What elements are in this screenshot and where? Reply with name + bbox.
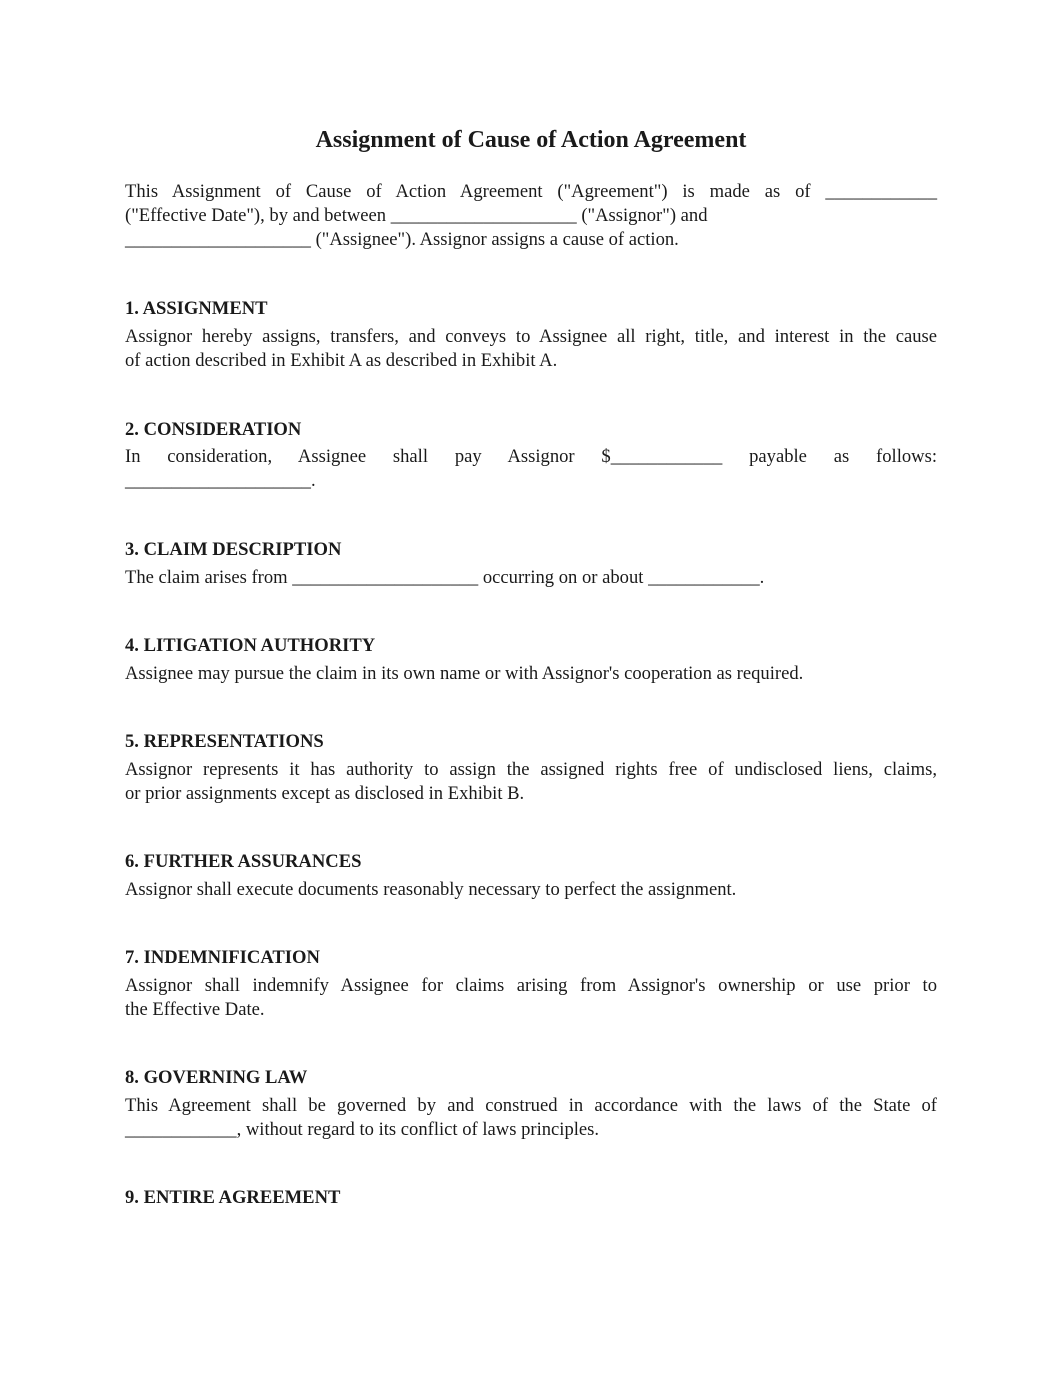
section-heading-indemnification: 7. INDEMNIFICATION [125,947,320,968]
section-line: of action described in Exhibit A as described in Exhibit A. [125,350,558,372]
section-line: Assignor shall execute documents reasonably necessary to perfect the assignment. [125,879,737,900]
section-heading-entire-agreement: 9. ENTIRE AGREEMENT [125,1187,341,1208]
intro-line-3: ____________________ ("Assignee"). Assignor assigns a cause of action. [125,229,679,251]
section-line: The claim arises from ____________________ occurring on or about ____________. [125,567,765,588]
section-body-consideration [125,445,937,493]
intro-line-1: This Assignment of Cause of Action Agreement ("Agreement") is made as of ____________ [125,181,937,202]
section-line: or prior assignments except as disclosed in Exhibit B. [125,783,525,805]
section-body-governing-law [125,1094,937,1142]
section-line: Assignor hereby assigns, transfers, and conveys to Assignee all right, title, and interest in the cause [125,326,937,347]
section-heading-litigation-authority: 4. LITIGATION AUTHORITY [125,635,376,656]
section-line: ____________________. [125,470,316,492]
section-body-litigation-authority [125,662,937,686]
section-heading-governing-law: 8. GOVERNING LAW [125,1067,308,1088]
section-line: Assignor shall indemnify Assignee for claims arising from Assignor's ownership or use prior to [125,975,937,996]
section-body-representations [125,758,937,806]
section-line: In consideration, Assignee shall pay Assignor $____________ payable as follows: [125,446,937,467]
section-heading-assignment: 1. ASSIGNMENT [125,298,268,319]
section-body-claim-description [125,566,937,590]
document-title: Assignment of Cause of Action Agreement [315,127,747,153]
intro-paragraph [125,180,937,253]
section-heading-consideration: 2. CONSIDERATION [125,419,302,440]
section-body-further-assurances [125,878,937,902]
section-line: the Effective Date. [125,999,265,1021]
section-heading-claim-description: 3. CLAIM DESCRIPTION [125,539,342,560]
section-line: This Agreement shall be governed by and construed in accordance with the laws of the State of [125,1095,937,1116]
section-body-assignment [125,325,937,373]
section-line: Assignee may pursue the claim in its own name or with Assignor's cooperation as required. [125,663,804,684]
section-line: Assignor represents it has authority to assign the assigned rights free of undisclosed liens, claims, [125,759,937,780]
section-heading-representations: 5. REPRESENTATIONS [125,731,324,752]
section-body-indemnification [125,974,937,1022]
section-line: ____________, without regard to its conflict of laws principles. [125,1119,600,1141]
intro-line-2: ("Effective Date"), by and between ____________________ ("Assignor") and [125,205,708,227]
section-heading-further-assurances: 6. FURTHER ASSURANCES [125,851,362,872]
